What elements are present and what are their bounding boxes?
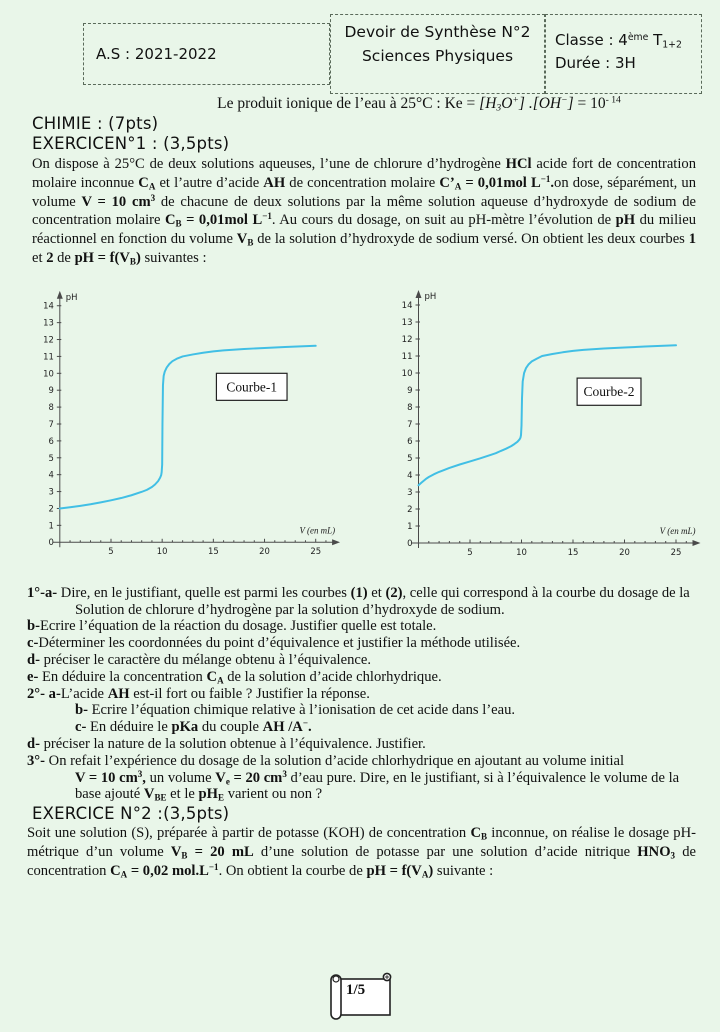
question-line: V = 10 $cm^3$, un volume $V_e = 20$ $cm^3$ d’eau pure. Dire, en le justifiant, si à l’équivalence le volume de la bbox=[75, 768, 680, 786]
question-line: 3°- On refait l’expérience du dosage de la solution d’acide chlorhydrique en ajoutant au volume initial bbox=[27, 752, 625, 769]
svg-text:5: 5 bbox=[407, 453, 413, 464]
svg-text:25: 25 bbox=[310, 545, 322, 556]
question-line: c- En déduire le pKa du couple AH /A−. bbox=[75, 718, 312, 736]
question-line: 2°- a-L’acide AH est-il fort ou faible ? Justifier la réponse. bbox=[27, 685, 370, 702]
svg-text:6: 6 bbox=[48, 435, 54, 446]
question-line: 1°-a- Dire, en le justifiant, quelle est parmi les courbes (1) et (2), celle qui correspond à la courbe du dosage de la bbox=[27, 584, 690, 601]
svg-text:14: 14 bbox=[401, 300, 413, 311]
svg-text:7: 7 bbox=[48, 418, 54, 429]
svg-text:4: 4 bbox=[407, 470, 413, 481]
class-label: Classe : 4ème $T_{1+2}$ bbox=[555, 31, 682, 51]
svg-text:5: 5 bbox=[467, 547, 473, 558]
svg-text:20: 20 bbox=[619, 547, 630, 558]
titration-chart-courbe-1 bbox=[30, 277, 348, 574]
header bbox=[83, 14, 720, 94]
exercice1-heading: EXERCICEN°1 : (3,5pts) bbox=[32, 134, 230, 153]
svg-text:3: 3 bbox=[407, 487, 413, 498]
exam-subject: Sciences Physiques bbox=[361, 47, 514, 65]
question-line: base ajouté $V_{BE}$ et le $pH_E$ varient ou non ? bbox=[75, 786, 323, 803]
svg-text:2: 2 bbox=[407, 504, 413, 515]
exercice2-intro-paragraph: Soit une solution (S), préparée à partir de potasse (KOH) de concentration $C_B$ inconnue, on réalise le dosage pH-métrique d’un volume $V_B = 20$ mL d’une solution de potasse par une solution d’acide nitrique $HNO_3$ de concentration $C_A = 0,02$ $mol.L^{-1}$. On obtient la courbe de pH = $f(V_A)$ suivante : bbox=[27, 825, 697, 879]
school-year-label: A.S : 2021-2022 bbox=[96, 45, 217, 63]
chart-svg bbox=[382, 277, 715, 569]
svg-text:2: 2 bbox=[48, 503, 54, 514]
svg-text:12: 12 bbox=[43, 334, 54, 345]
question-line: d- préciser la nature de la solution obtenue à l’équivalence. Justifier. bbox=[27, 735, 426, 752]
chart-svg bbox=[30, 277, 348, 569]
question-line: e- En déduire la concentration $C_A$ de la solution d’acide chlorhydrique. bbox=[27, 668, 442, 686]
svg-text:9: 9 bbox=[48, 384, 54, 395]
ionic-product-line: Le produit ionique de l’eau à 25°C : $Ke = [H_3O^+] .[OH^-] = 10^{- 14}$ bbox=[217, 94, 621, 114]
svg-text:13: 13 bbox=[401, 317, 413, 328]
scroll-page-marker bbox=[327, 971, 399, 1021]
svg-text:4: 4 bbox=[48, 469, 54, 480]
question-list bbox=[27, 585, 700, 803]
svg-text:0: 0 bbox=[48, 537, 54, 548]
svg-text:10: 10 bbox=[43, 368, 54, 379]
page-number: 1/5 bbox=[346, 981, 366, 998]
svg-text:1: 1 bbox=[407, 521, 413, 532]
class-duration-box bbox=[545, 14, 702, 94]
svg-text:10: 10 bbox=[156, 545, 168, 556]
exercice1-intro-paragraph: On dispose à 25°C de deux solutions aqueuses, l’une de chlorure d’hydrogène HCl acide fort de concentration molaire inconnue $C_A$ et l’autre d’acide AH de concentration molaire $C’_A = 0,01mol$ $L^{-1}.on$ dose, séparément, un volume V = 10 $cm^3$ de chacune de deux solutions par la même solution aqueuse d’hydroxyde de sodium de concentration molaire $C_B = 0,01mol$ $L^{-1}$. Au cours du dosage, on suit au pH-mètre l’évolution de pH du milieu réactionnel en fonction du volume $V_B$ de la solution d’hydroxyde de sodium versé. On obtient les deux courbes 1 et 2 de pH = $f(V_B)$ suivantes : bbox=[32, 156, 696, 267]
svg-text:11: 11 bbox=[401, 351, 413, 362]
svg-text:10: 10 bbox=[516, 547, 527, 558]
question-line: b-Ecrire l’équation de la réaction du dosage. Justifier quelle est totale. bbox=[27, 618, 437, 635]
question-line: c-Déterminer les coordonnées du point d’équivalence et justifier la méthode utilisée. bbox=[27, 635, 521, 652]
school-year-box bbox=[83, 23, 330, 85]
svg-text:10: 10 bbox=[401, 368, 413, 379]
svg-text:13: 13 bbox=[43, 317, 54, 328]
exam-title-box bbox=[330, 14, 545, 94]
svg-text:9: 9 bbox=[407, 385, 413, 396]
question-line: Solution de chlorure d’hydrogène par la solution d’hydroxyde de sodium. bbox=[75, 601, 505, 618]
svg-text:15: 15 bbox=[207, 545, 219, 556]
exam-title: Devoir de Synthèse N°2 bbox=[344, 23, 531, 41]
svg-text:pH: pH bbox=[424, 291, 437, 302]
svg-text:5: 5 bbox=[48, 452, 54, 463]
svg-text:5: 5 bbox=[108, 545, 114, 556]
svg-text:Courbe-1: Courbe-1 bbox=[226, 379, 278, 395]
svg-text:6: 6 bbox=[407, 436, 413, 447]
svg-text:8: 8 bbox=[407, 402, 413, 413]
svg-text:14: 14 bbox=[43, 300, 54, 311]
svg-text:8: 8 bbox=[48, 401, 54, 412]
svg-text:20: 20 bbox=[259, 545, 270, 556]
question-line: d- préciser le caractère du mélange obtenu à l’équivalence. bbox=[27, 651, 371, 668]
titration-charts bbox=[30, 277, 720, 574]
svg-text:11: 11 bbox=[43, 351, 54, 362]
question-line: b- Ecrire l’équation chimique relative à l’ionisation de cet acide dans l’eau. bbox=[75, 702, 516, 719]
svg-text:V (en mL): V (en mL) bbox=[299, 525, 336, 536]
exercice2-heading: EXERCICE N°2 :(3,5pts) bbox=[32, 804, 230, 824]
svg-text:Courbe-2: Courbe-2 bbox=[583, 383, 635, 399]
duration-label: Durée : 3H bbox=[555, 54, 636, 72]
svg-text:1: 1 bbox=[48, 520, 54, 531]
svg-text:15: 15 bbox=[567, 547, 579, 558]
titration-chart-courbe-2 bbox=[382, 277, 715, 574]
svg-text:pH: pH bbox=[65, 291, 78, 302]
chimie-heading: CHIMIE : (7pts) bbox=[32, 114, 159, 133]
svg-text:3: 3 bbox=[48, 486, 54, 497]
svg-text:V (en mL): V (en mL) bbox=[659, 525, 696, 536]
exam-page bbox=[0, 14, 720, 1032]
svg-text:12: 12 bbox=[401, 334, 413, 345]
svg-text:7: 7 bbox=[407, 419, 413, 430]
svg-text:25: 25 bbox=[670, 547, 682, 558]
svg-text:0: 0 bbox=[407, 538, 413, 549]
